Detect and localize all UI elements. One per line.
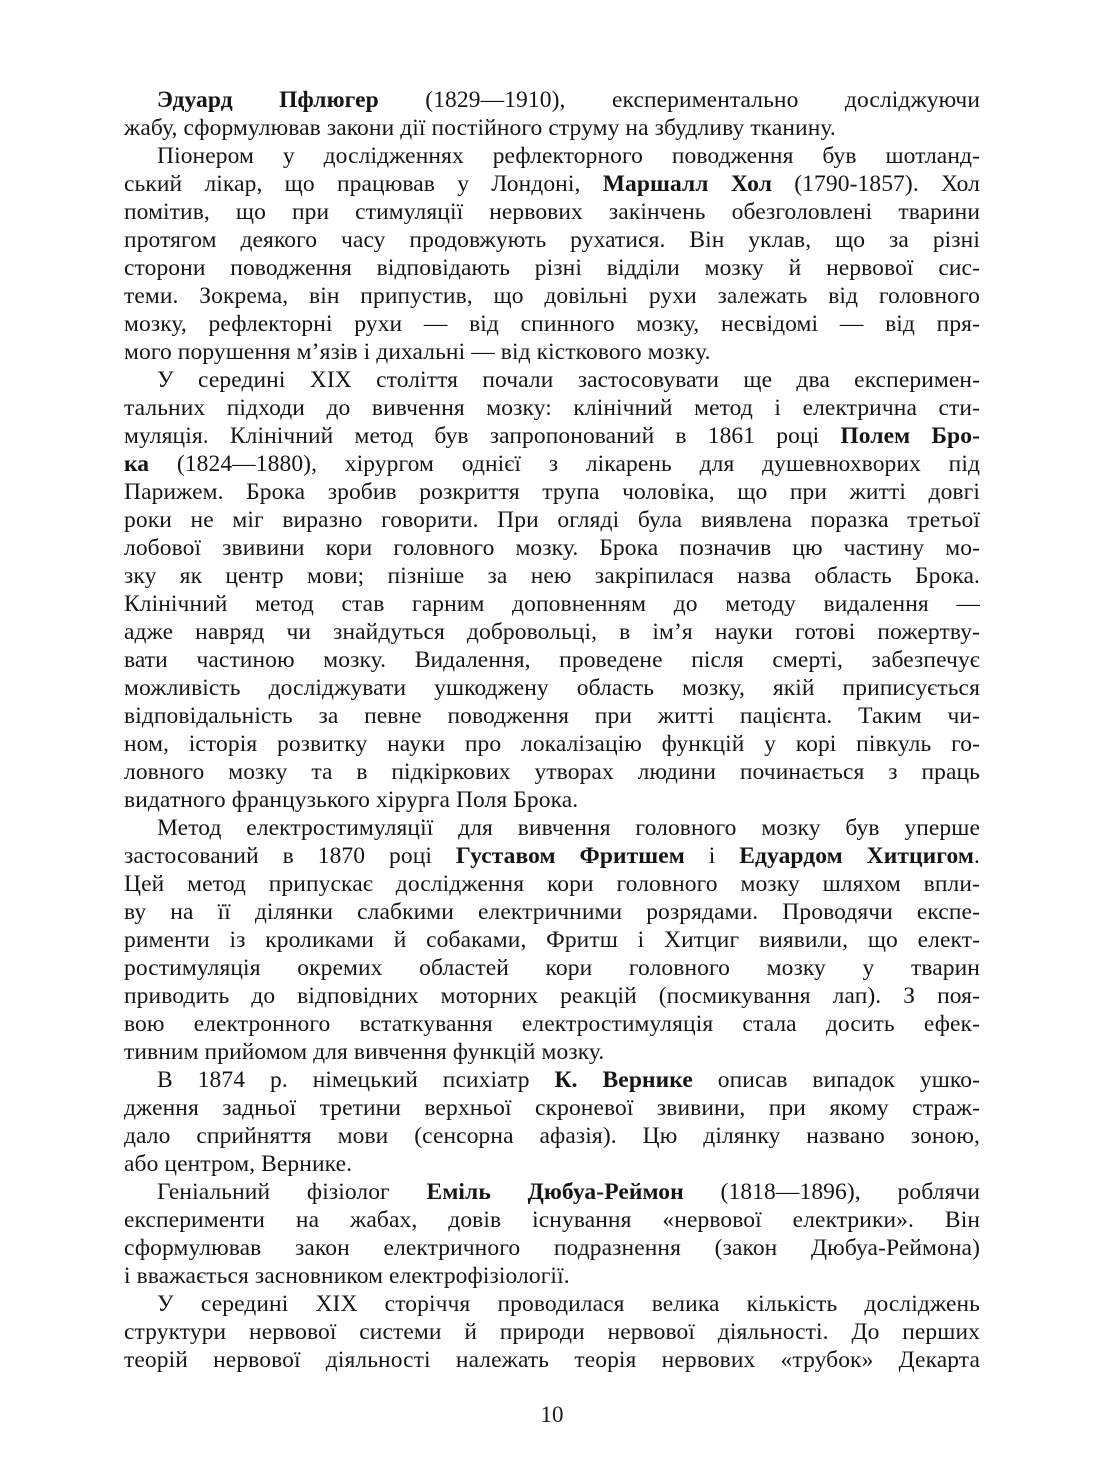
- text-line: [124, 1010, 980, 1038]
- text-line: [124, 1178, 980, 1206]
- text-segment: вою електронного встаткування електростимуляція стала досить ефек-: [124, 1011, 980, 1037]
- text-segment: мого порушення м’язів і дихальні — від кісткового мозку.: [124, 339, 711, 365]
- emphasized-name: ка: [124, 451, 150, 477]
- page-number: 10: [540, 1402, 564, 1427]
- text-segment: Клінічний метод став гарним доповненням до методу видалення —: [124, 591, 980, 617]
- text-line: [124, 1094, 980, 1122]
- text-line: [124, 226, 980, 254]
- text-segment: (1824—1880), хірургом однієї з лікарень для душевнохворих під: [149, 451, 980, 477]
- text-segment: ловного мозку та в підкіркових утворах людини починається з праць: [124, 759, 980, 785]
- text-line: [124, 702, 980, 730]
- text-line: [124, 1038, 980, 1066]
- text-segment: тальних підходи до вивчення мозку: клінічний метод і електрична сти-: [124, 395, 980, 421]
- text-segment: У середині XIX сторіччя проводилася велика кількість досліджень: [157, 1291, 980, 1317]
- text-line: [124, 1150, 980, 1178]
- text-segment: Метод електростимуляції для вивчення головного мозку був уперше: [157, 815, 980, 841]
- text-segment: (1790-1857). Хол: [772, 171, 980, 197]
- text-line: [124, 310, 980, 338]
- text-line: [124, 506, 980, 534]
- text-segment: Геніальний фізіолог: [157, 1179, 427, 1205]
- text-segment: В 1874 р. німецький психіатр: [157, 1067, 555, 1093]
- text-line: [124, 870, 980, 898]
- text-segment: застосований в 1870 році: [124, 843, 456, 869]
- text-segment: муляція. Клінічний метод був запропонований в 1861 році: [124, 423, 841, 449]
- text-block: [124, 86, 980, 1374]
- text-segment: описав випадок ушко-: [692, 1067, 980, 1093]
- text-segment: Піонером у дослідженнях рефлекторного поводження був шотланд-: [157, 143, 980, 169]
- text-line: [124, 450, 980, 478]
- emphasized-name: Эдуард Пфлюгер: [157, 87, 379, 113]
- text-segment: теорій нервової діяльності належать теорія нервових «трубок» Декарта: [124, 1347, 980, 1373]
- text-segment: (1818—1896), роблячи: [683, 1179, 981, 1205]
- text-line: [124, 422, 980, 450]
- text-line: [124, 1318, 980, 1346]
- text-line: [124, 86, 980, 114]
- text-line: [124, 478, 980, 506]
- emphasized-name: Едуардом Хитцигом: [739, 843, 974, 869]
- text-segment: Цей метод припускає дослідження кори головного мозку шляхом впли-: [124, 871, 980, 897]
- text-line: [124, 618, 980, 646]
- text-line: [124, 170, 980, 198]
- text-line: [124, 142, 980, 170]
- text-segment: теми. Зокрема, він припустив, що довільні рухи залежать від головного: [124, 283, 980, 309]
- text-segment: сформулював закон електричного подразнення (закон Дюбуа-Реймона): [124, 1235, 980, 1261]
- text-segment: сторони поводження відповідають різні відділи мозку й нервової сис-: [124, 255, 980, 281]
- text-line: [124, 1234, 980, 1262]
- text-segment: приводить до відповідних моторних реакцій (посмикування лап). З поя-: [124, 983, 980, 1009]
- text-line: [124, 338, 980, 366]
- text-line: [124, 926, 980, 954]
- text-segment: і: [684, 843, 740, 869]
- text-segment: зку як центр мови; пізніше за нею закріпилася назва область Брока.: [124, 563, 980, 589]
- text-line: [124, 1290, 980, 1318]
- text-line: [124, 730, 980, 758]
- text-line: [124, 394, 980, 422]
- text-segment: або центром, Вернике.: [124, 1151, 353, 1177]
- text-line: [124, 786, 980, 814]
- text-segment: .: [974, 843, 980, 869]
- text-segment: Парижем. Брока зробив розкриття трупа чоловіка, що при житті довгі: [124, 479, 980, 505]
- text-line: [124, 1262, 980, 1290]
- text-line: [124, 534, 980, 562]
- text-segment: рименти із кроликами й собаками, Фритш і Хитциг виявили, що елект-: [124, 927, 980, 953]
- text-line: [124, 954, 980, 982]
- text-segment: помітив, що при стимуляції нервових закінчень обезголовлені тварини: [124, 199, 980, 225]
- text-line: [124, 646, 980, 674]
- text-line: [124, 982, 980, 1010]
- text-segment: видатного французького хірурга Поля Брока.: [124, 787, 579, 813]
- emphasized-name: Еміль Дюбуа-Реймон: [426, 1179, 684, 1205]
- text-segment: експерименти на жабах, довів існування «нервової електрики». Він: [124, 1207, 980, 1233]
- text-line: [124, 1206, 980, 1234]
- text-segment: тивним прийомом для вивчення функцій мозку.: [124, 1039, 605, 1065]
- text-line: [124, 674, 980, 702]
- text-segment: У середині XIX століття почали застосовувати ще два експеримен-: [157, 367, 980, 393]
- text-segment: ростимуляція окремих областей кори головного мозку у тварин: [124, 955, 980, 981]
- text-segment: лобової звивини кори головного мозку. Брока позначив цю частину мо-: [124, 535, 980, 561]
- text-segment: відповідальність за певне поводження при житті пацієнта. Таким чи-: [124, 703, 980, 729]
- text-line: [124, 114, 980, 142]
- text-segment: протягом деякого часу продовжують рухатися. Він уклав, що за різні: [124, 227, 980, 253]
- text-segment: ву на її ділянки слабкими електричними розрядами. Проводячи експе-: [124, 899, 980, 925]
- text-line: [124, 590, 980, 618]
- text-segment: структури нервової системи й природи нервової діяльності. До перших: [124, 1319, 980, 1345]
- text-segment: і вважається засновником електрофізіології.: [124, 1263, 570, 1289]
- text-line: [124, 814, 980, 842]
- text-line: [124, 842, 980, 870]
- text-segment: (1829—1910), експериментально досліджуючи: [378, 87, 980, 113]
- text-line: [124, 1346, 980, 1374]
- text-segment: можливість досліджувати ушкоджену область мозку, якій приписується: [124, 675, 980, 701]
- emphasized-name: К. Вернике: [554, 1067, 693, 1093]
- text-line: [124, 1122, 980, 1150]
- text-line: [124, 898, 980, 926]
- text-segment: жабу, сформулював закони дії постійного струму на збудливу тканину.: [124, 115, 836, 141]
- text-segment: мозку, рефлекторні рухи — від спинного мозку, несвідомі — від пря-: [124, 311, 980, 337]
- text-segment: ський лікар, що працював у Лондоні,: [124, 171, 603, 197]
- text-line: [124, 282, 980, 310]
- text-segment: адже навряд чи знайдуться добровольці, в ім’я науки готові пожертву-: [124, 619, 980, 645]
- emphasized-name: Маршалл Хол: [602, 171, 772, 197]
- emphasized-name: Густавом Фритшем: [455, 843, 685, 869]
- text-line: [124, 366, 980, 394]
- text-segment: дження задньої третини верхньої скроневої звивини, при якому страж-: [124, 1095, 980, 1121]
- text-segment: ном, історія розвитку науки про локалізацію функцій у корі півкуль го-: [124, 731, 980, 757]
- text-segment: дало сприйняття мови (сенсорна афазія). Цю ділянку названо зоною,: [124, 1123, 980, 1149]
- text-line: [124, 758, 980, 786]
- text-segment: роки не міг виразно говорити. При огляді була виявлена поразка третьої: [124, 507, 980, 533]
- emphasized-name: Полем Бро-: [840, 423, 980, 449]
- text-line: [124, 198, 980, 226]
- text-segment: вати частиною мозку. Видалення, проведене після смерті, забезпечує: [124, 647, 980, 673]
- text-line: [124, 1066, 980, 1094]
- text-line: [124, 254, 980, 282]
- text-line: [124, 562, 980, 590]
